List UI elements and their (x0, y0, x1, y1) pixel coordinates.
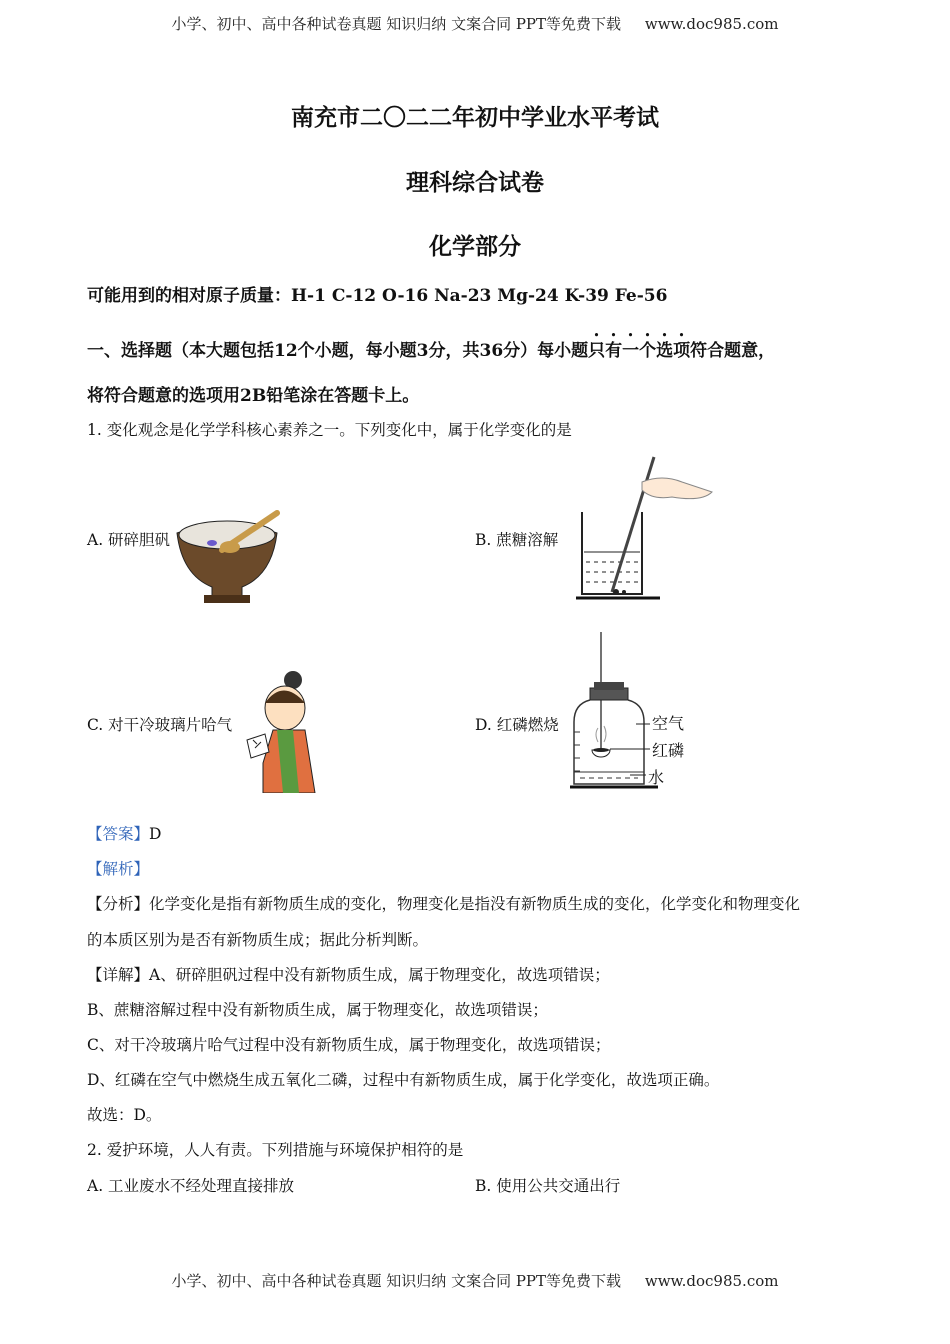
option-b: B. 蔗糖溶解 (475, 531, 559, 549)
atomic-masses: 可能用到的相对原子质量：H-1 C-12 O-16 Na-23 Mg-24 K-39 Fe-56 (87, 286, 668, 306)
option-c: C. 对干冷玻璃片哈气 (87, 716, 233, 734)
explanation-line: D、红磷在空气中燃烧生成五氧化二磷，过程中有新物质生成，属于化学变化，故选项正确。 (87, 1071, 720, 1089)
q2-option-b: B. 使用公共交通出行 (475, 1177, 621, 1195)
page-footer (0, 1270, 950, 1291)
question-1-stem: 1. 变化观念是化学学科核心素养之一。下列变化中，属于化学变化的是 (87, 421, 572, 439)
header-text: 小学、初中、高中各种试卷真题 知识归纳 文案合同 PPT等免费下载 (171, 15, 622, 33)
section-instructions-line2: 将符合题意的选项用2B铅笔涂在答题卡上。 (87, 386, 420, 406)
label-red-phosphorus: 红磷 (652, 741, 685, 760)
q2-option-a: A. 工业废水不经处理直接排放 (87, 1177, 295, 1195)
instr-part1: 一、选择题（本大题包括12个小题，每小题3分，共36分）每小题 (87, 341, 589, 361)
instr-part2: 符合题意， (690, 341, 776, 361)
footer-url[interactable]: www.doc985.com (644, 1272, 779, 1290)
instr-emphasis: 只有一个选项 (588, 341, 691, 361)
analysis-tag: 【解析】 (87, 860, 150, 878)
explanation-line: 【分析】化学变化是指有新物质生成的变化，物理变化是指没有新物质生成的变化，化学变化和物理变化 (87, 895, 801, 913)
beaker-image (572, 452, 717, 604)
page-header (0, 13, 950, 34)
girl-breathing-image (243, 668, 323, 793)
section-title: 化学部分 (429, 233, 521, 260)
explanation-line: 故选：D。 (87, 1106, 162, 1124)
exam-subtitle: 理科综合试卷 (406, 169, 544, 196)
label-air: 空气 (652, 714, 685, 733)
exam-title: 南充市二〇二二年初中学业水平考试 (291, 104, 659, 131)
header-url[interactable]: www.doc985.com (644, 15, 779, 33)
explanation-line: 的本质区别为是否有新物质生成；据此分析判断。 (87, 931, 429, 949)
question-2-stem: 2. 爱护环境，人人有责。下列措施与环境保护相符的是 (87, 1141, 464, 1159)
footer-text: 小学、初中、高中各种试卷真题 知识归纳 文案合同 PPT等免费下载 (171, 1272, 622, 1290)
answer-tag: 【答案】 (87, 825, 150, 843)
explanation-line: C、对干冷玻璃片哈气过程中没有新物质生成，属于物理变化，故选项错误； (87, 1036, 611, 1054)
explanation-line: B、蔗糖溶解过程中没有新物质生成，属于物理变化，故选项错误； (87, 1001, 548, 1019)
answer-value: D (149, 825, 162, 843)
option-d: D. 红磷燃烧 (475, 716, 559, 734)
explanation-line: 【详解】A、研碎胆矾过程中没有新物质生成，属于物理变化，故选项错误； (87, 966, 610, 984)
section-instructions (87, 331, 775, 361)
option-a: A. 研碎胆矾 (87, 531, 171, 549)
label-water: 水 (648, 768, 665, 787)
answer-line (87, 822, 161, 844)
mortar-image (172, 505, 287, 610)
